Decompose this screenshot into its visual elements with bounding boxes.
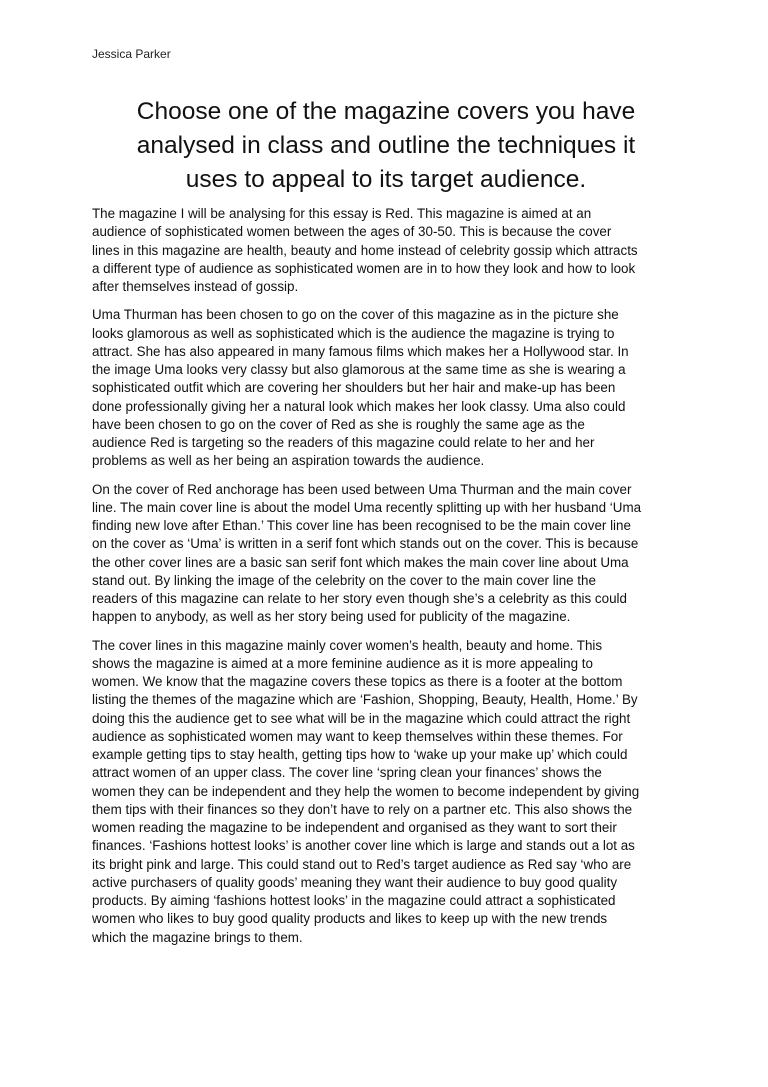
paragraph-line: the other cover lines are a basic san serif font which makes the main cover line about Uma <box>92 554 629 570</box>
paragraph-line: doing this the audience get to see what will be in the magazine which could attract the right <box>92 710 631 726</box>
paragraph <box>92 481 682 627</box>
paragraph-line: finding new love after Ethan.’ This cover line has been recognised to be the main cover line <box>92 518 631 533</box>
paragraph-line: The cover lines in this magazine mainly cover women’s health, beauty and home. This <box>92 637 603 653</box>
paragraph-line: products. By aiming ‘fashions hottest looks’ in the magazine could attract a sophisticated <box>92 893 616 908</box>
paragraph-line: have been chosen to go on the cover of Red as she is roughly the same age as the <box>92 416 585 432</box>
paragraph-line: readers of this magazine can relate to her story even though she’s a celebrity as this could <box>92 591 627 606</box>
title-line: analysed in class and outline the techniques it <box>136 132 636 159</box>
paragraph-line: audience as sophisticated women may want to keep themselves within these themes. For <box>92 728 623 744</box>
paragraph-line: a different type of audience as sophisticated women are in to how they look and how to look <box>92 260 636 276</box>
paragraph-line: done professionally giving her a natural look which makes her look classy. Uma also could <box>92 398 626 414</box>
paragraph-line: happen to anybody, as well as her story being used for publicity of the magazine. <box>92 609 571 625</box>
title-line: uses to appeal to its target audience. <box>185 166 587 193</box>
paragraph-line: The magazine I will be analysing for this essay is Red. This magazine is aimed at an <box>92 206 592 221</box>
paragraph-line: Uma Thurman has been chosen to go on the cover of this magazine as in the picture she <box>92 307 619 323</box>
paragraph-line: listing the themes of the magazine which are ‘Fashion, Shopping, Beauty, Health, Home.’ By <box>92 692 638 708</box>
paragraph-line: finances. ‘Fashions hottest looks’ is another cover line which is large and stands out a lot as <box>92 838 635 854</box>
paragraph <box>92 637 682 947</box>
paragraph-line: line. The main cover line is about the model Uma recently splitting up with her husband ‘Uma <box>92 499 642 515</box>
paragraph-line: after themselves instead of gossip. <box>92 279 299 294</box>
paragraph-line: On the cover of Red anchorage has been used between Uma Thurman and the main cover <box>92 481 632 497</box>
paragraph-line: women they can be independent and they help the women to become independent by giving <box>92 783 640 799</box>
paragraph-line: attract women of an upper class. The cover line ‘spring clean your finances’ shows the <box>92 765 602 781</box>
paragraph-line: example getting tips to stay health, getting tips how to ‘wake up your make up’ which could <box>92 747 628 762</box>
paragraph-line: its bright pink and large. This could stand out to Red’s target audience as Red say ‘who are <box>92 856 632 872</box>
essay-body <box>92 205 682 957</box>
paragraph-line: attract. She has also appeared in many famous films which makes her a Hollywood star. In <box>92 343 629 359</box>
paragraph-line: stand out. By linking the image of the celebrity on the cover to the main cover line the <box>92 572 596 588</box>
paragraph-line: them tips with their finances so they don’t have to rely on a partner etc. This also shows the <box>92 801 633 817</box>
paragraph-line: problems as well as her being an aspiration towards the audience. <box>92 453 485 469</box>
title-line: Choose one of the magazine covers you have <box>136 98 636 125</box>
paragraph <box>92 306 682 470</box>
paragraph-line: looks glamorous as well as sophisticated which is the audience the magazine is trying to <box>92 325 615 341</box>
paragraph-line: which the magazine brings to them. <box>92 929 303 945</box>
paragraph-line: audience Red is targeting so the readers of this magazine could relate to her and her <box>92 435 595 450</box>
paragraph-line: women who likes to buy good quality products and likes to keep up with the new trends <box>92 911 608 927</box>
paragraph-line: sophisticated outfit which are covering her shoulders but her hair and make-up has been <box>92 380 616 396</box>
paragraph-line: shows the magazine is aimed at a more feminine audience as it is more appealing to <box>92 655 593 671</box>
paragraph-line: women. We know that the magazine covers these topics as there is a footer at the bottom <box>92 674 623 689</box>
paragraph-line: lines in this magazine are health, beauty and home instead of celebrity gossip which attracts <box>92 242 638 258</box>
paragraph-line: the image Uma looks very classy but also glamorous at the same time as she is wearing a <box>92 362 626 377</box>
page-header-author: Jessica Parker <box>92 47 171 61</box>
paragraph-line: active purchasers of quality goods’ meaning they want their audience to buy good quality <box>92 874 618 890</box>
paragraph-line: audience of sophisticated women between the ages of 30-50. This is because the cover <box>92 224 612 240</box>
paragraph <box>92 205 682 296</box>
paragraph-line: on the cover as ‘Uma’ is written in a serif font which stands out on the cover. This is because <box>92 536 639 552</box>
paragraph-line: women reading the magazine to be independent and organised as they want to sort their <box>92 820 617 835</box>
essay-title <box>92 95 680 197</box>
